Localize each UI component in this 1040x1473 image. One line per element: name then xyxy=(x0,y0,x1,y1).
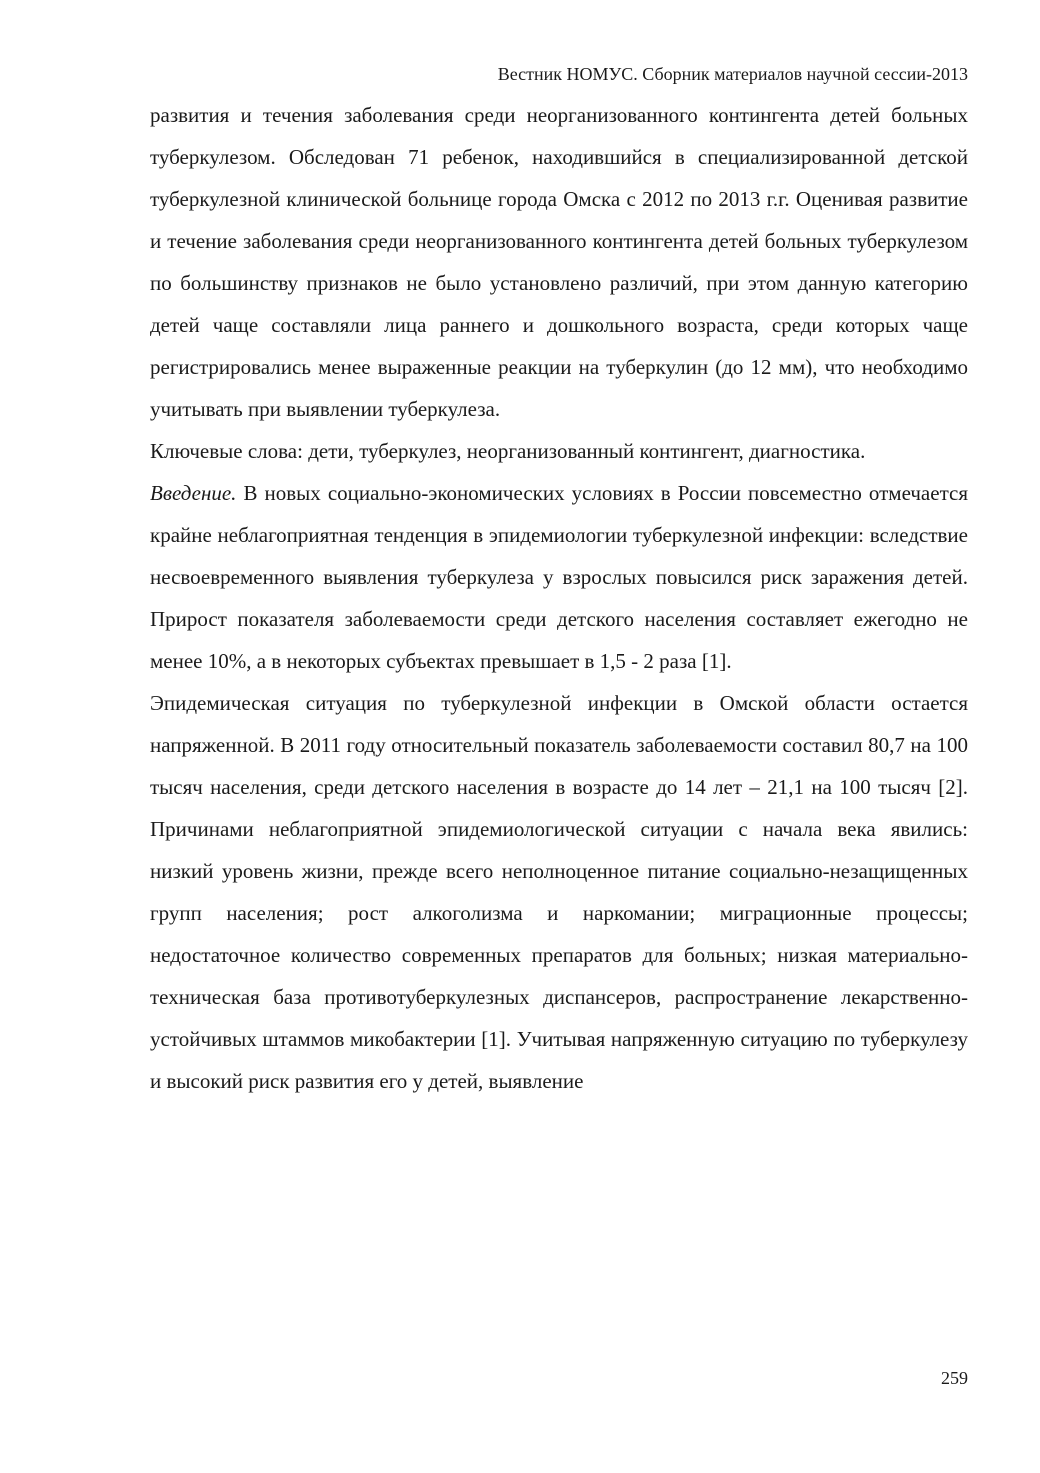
running-header: Вестник НОМУС. Сборник материалов научной сессии-2013 xyxy=(497,64,968,84)
introduction-text: В новых социально-экономических условиях в России повсеместно отмечается крайне неблагоприятная тенденция в эпидемиологии туберкулезной инфекции: вследствие несвоевременного выявления туберкулеза у взрослых повысился риск заражения детей. Прирост показателя заболеваемости среди детского населения составляет ежегодно не менее 10%, а в некоторых субъектах превышает в 1,5 - 2 раза [1]. xyxy=(150,481,968,673)
page-number: 259 xyxy=(941,1368,968,1388)
introduction-lead: Введение. xyxy=(150,481,237,505)
body-text xyxy=(150,94,968,1102)
abstract-continuation-paragraph: развития и течения заболевания среди неорганизованного контингента детей больных туберкулезом. Обследован 71 ребенок, находившийся в специализированной детской туберкулезной клинической больнице города Омска с 2012 по 2013 г.г. Оценивая развитие и течение заболевания среди неорганизованного контингента детей больных туберкулезом по большинству признаков не было установлено различий, при этом данную категорию детей чаще составляли лица раннего и дошкольного возраста, среди которых чаще регистрировались менее выраженные реакции на туберкулин (до 12 мм), что необходимо учитывать при выявлении туберкулеза. xyxy=(150,103,968,421)
keywords-paragraph: Ключевые слова: дети, туберкулез, неорганизованный контингент, диагностика. xyxy=(150,439,866,463)
epidemic-situation-paragraph: Эпидемическая ситуация по туберкулезной инфекции в Омской области остается напряженной. В 2011 году относительный показатель заболеваемости составил 80,7 на 100 тысяч населения, среди детского населения в возрасте до 14 лет – 21,1 на 100 тысяч [2]. Причинами неблагоприятной эпидемиологической ситуации с начала века явились: низкий уровень жизни, прежде всего неполноценное питание социально-незащищенных групп населения; рост алкоголизма и наркомании; миграционные процессы; недостаточное количество современных препаратов для больных; низкая материально-техническая база противотуберкулезных диспансеров, распространение лекарственно-устойчивых штаммов микобактерии [1]. Учитывая напряженную ситуацию по туберкулезу и высокий риск развития его у детей, выявление xyxy=(150,691,968,1093)
introduction-paragraph xyxy=(150,472,968,682)
